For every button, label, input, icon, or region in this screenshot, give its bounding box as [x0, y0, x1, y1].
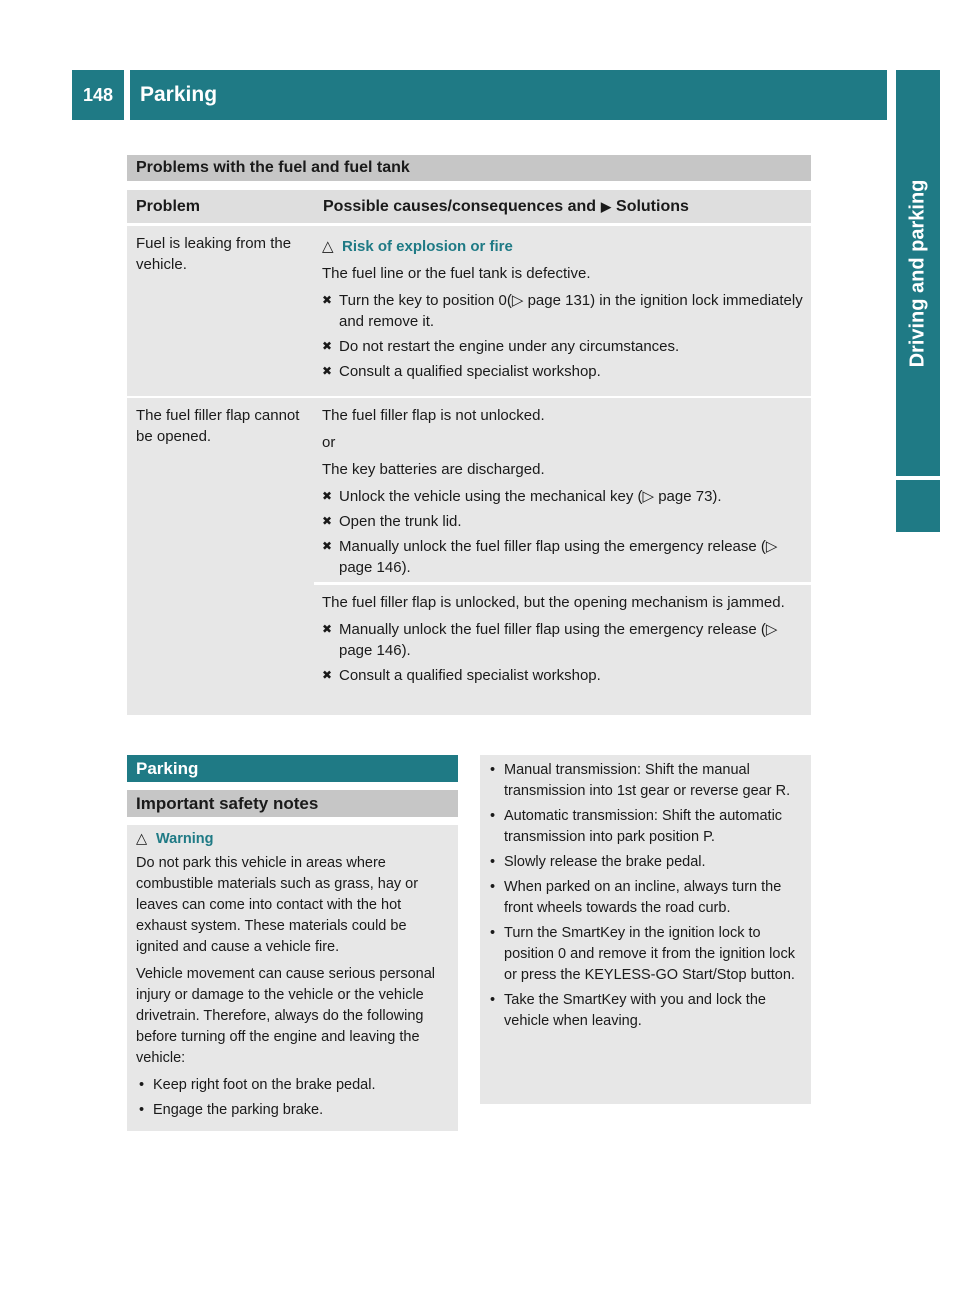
list-item: • Manual transmission: Shift the manual transmission into 1st gear or reverse gear R.: [490, 762, 791, 799]
column-header-solutions-suffix: Solutions: [616, 197, 689, 215]
table-row-1-problem: [127, 226, 314, 396]
parking-steps-box: [480, 755, 811, 1104]
list-item: • Automatic transmission: Shift the automatic transmission into park position P.: [490, 808, 783, 845]
table-title: Problems with the fuel and fuel tank: [127, 155, 811, 181]
side-label: Driving and parking: [906, 179, 929, 367]
table-row-2-solution-a: [314, 398, 811, 582]
cause-text: The key batteries are discharged.: [322, 461, 545, 478]
list-item: ✖ Do not restart the engine under any circumstances.: [322, 338, 680, 355]
arrow-right-icon: ✖: [322, 668, 333, 682]
list-item: ✖ Unlock the vehicle using the mechanical key (▷ page 73).: [322, 488, 722, 505]
warning-triangle-icon: △: [136, 831, 148, 847]
bullet-icon: •: [490, 992, 496, 1008]
warning-heading: [322, 236, 805, 257]
table-row-1-solution: [314, 226, 811, 396]
bullet-icon: •: [139, 1102, 145, 1118]
warning-paragraph: Do not park this vehicle in areas where combustible materials such as grass, hay or leaves can come into contact with the hot exhaust system. These materials could be ignited and cause a vehicle fire.: [136, 855, 419, 955]
list-item: • Slowly release the brake pedal.: [487, 852, 805, 873]
list-item: ✖ Turn the key to position 0(▷ page 131) in the ignition lock immediately and remove it.: [322, 292, 803, 330]
arrow-right-icon: ✖: [322, 622, 333, 636]
list-item: ✖ Manually unlock the fuel filler flap using the emergency release (▷ page 146).: [322, 621, 778, 659]
problem-text: The fuel filler flap cannot be opened.: [136, 407, 300, 445]
arrow-right-icon: ✖: [322, 514, 333, 528]
page-title: Parking: [130, 70, 887, 120]
list-item: ✖ Consult a qualified specialist workshop.: [322, 667, 601, 684]
column-header-solutions: [314, 190, 811, 223]
table-row-2-problem: [127, 398, 314, 715]
column-header-problem: Problem: [127, 190, 314, 223]
bullet-icon: •: [490, 808, 496, 824]
list-item: ✖ Open the trunk lid.: [322, 513, 462, 530]
bullet-icon: •: [490, 925, 496, 941]
arrow-right-icon: ✖: [322, 293, 333, 307]
side-tab-marker: [896, 480, 940, 532]
cause-text: The fuel line or the fuel tank is defective.: [322, 265, 591, 282]
list-item: ✖ Consult a qualified specialist workshop.: [322, 363, 601, 380]
warning-heading: [136, 829, 452, 850]
cause-text: The fuel filler flap is unlocked, but the opening mechanism is jammed.: [322, 594, 785, 611]
bullet-icon: •: [490, 854, 496, 870]
subsection-heading: Important safety notes: [127, 790, 458, 817]
table-row-2-solution-b: [314, 585, 811, 715]
list-item: • Turn the SmartKey in the ignition lock to position 0 and remove it from the ignition lock or press the KEYLESS-GO Start/Stop button.: [490, 925, 795, 983]
column-header-solutions-text: Possible causes/consequences and: [323, 197, 597, 215]
bullet-icon: •: [490, 879, 496, 895]
cause-text: The fuel filler flap is not unlocked.: [322, 407, 545, 424]
warning-paragraph: Vehicle movement can cause serious personal injury or damage to the vehicle or the vehicle drivetrain. Therefore, always do the following before turning off the engine and leaving the vehicle:: [136, 966, 436, 1066]
list-item: ✖ Manually unlock the fuel filler flap using the emergency release (▷ page 146).: [322, 538, 778, 576]
play-arrow-icon: ▶: [601, 198, 612, 214]
side-label-wrap: [896, 70, 940, 476]
arrow-right-icon: ✖: [322, 539, 333, 553]
warning-triangle-icon: △: [322, 238, 334, 255]
bullet-icon: •: [490, 762, 496, 778]
arrow-right-icon: ✖: [322, 364, 333, 378]
section-heading: Parking: [127, 755, 458, 782]
list-item: • Keep right foot on the brake pedal.: [136, 1075, 452, 1096]
problem-text: Fuel is leaking from the vehicle.: [136, 235, 292, 273]
or-text: or: [322, 434, 336, 451]
list-item: • Engage the parking brake.: [136, 1100, 452, 1121]
bullet-icon: •: [139, 1077, 145, 1093]
list-item: • Take the SmartKey with you and lock the vehicle when leaving.: [490, 992, 766, 1029]
warning-text: Risk of explosion or fire: [342, 238, 513, 255]
page-number: 148: [72, 70, 124, 120]
warning-box: [127, 825, 458, 1131]
arrow-right-icon: ✖: [322, 339, 333, 353]
warning-label: Warning: [156, 831, 214, 847]
list-item: • When parked on an incline, always turn the front wheels towards the road curb.: [490, 879, 782, 916]
arrow-right-icon: ✖: [322, 489, 333, 503]
